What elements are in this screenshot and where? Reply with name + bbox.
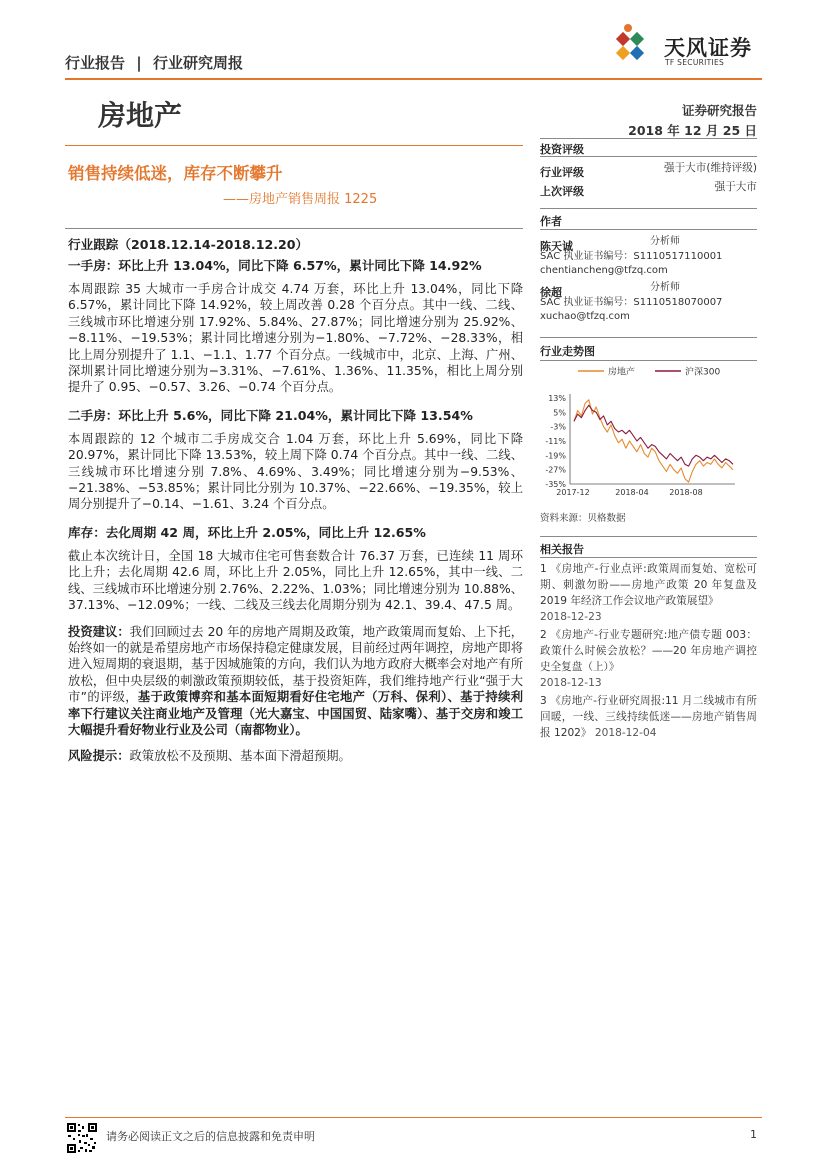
primary-body: 本周跟踪 35 大城市一手房合计成交 4.74 万套，环比上升 13.04%，同比下降 6.57%，累计同比下降 14.92%，较上周改善 0.28 个百分点。其中一线、二线、三线城市环比增速分别 17.92%、5.84%、27.87%；同比增速分别为 25.92%、−8.11%、−19.53%；累计同比增速分别为−1.80%、−7.72%、−28.33%，相比上周分别提升了 1.1、−1.1、1.77 个百分点。一线城市中，北京、上海、广州、深圳累计同比增速分别为−3.31%、−7.61%、1.36%、11.35%，相比上周分别提升了 0.95、−0.57、3.26、−0.74 个百分点。 [68, 282, 523, 395]
qr-code [66, 1122, 98, 1154]
related-report-2[interactable] [540, 627, 757, 691]
author-name: 陈天诚 [540, 240, 573, 253]
author-role: 分析师 [650, 236, 680, 247]
author-sac: SAC 执业证书编号：S1110518070007 [540, 297, 723, 308]
series-line-0 [574, 400, 733, 482]
chart-lines [574, 400, 733, 482]
report-type-label: 行业报告 [65, 54, 126, 72]
previous-rating-value: 强于大市 [714, 181, 757, 193]
author-1 [540, 235, 757, 278]
header-rule [65, 78, 762, 80]
risk-warning [68, 748, 523, 764]
logo-mark-icon [612, 22, 658, 70]
sector-title: 房地产 [98, 99, 183, 132]
report-subtitle: ——房地产销售周报 1225 [223, 192, 378, 207]
secondary-heading: 二手房：环比上升 5.6%，同比下降 21.04%，累计同比下降 13.54% [68, 407, 473, 423]
related-report-text: 1 《房地产-行业点评:政策周而复始、宽松可期、刺激勿盼——房地产政策 20 年复盘及 2019 年经济工作会议地产政策展望》 [540, 563, 757, 607]
trend-chart [540, 362, 757, 502]
y-tick-label: 5% [553, 408, 566, 418]
rating-label: 行业评级 [540, 166, 584, 179]
related-list [540, 561, 757, 741]
related-report-date: 2018-12-23 [540, 611, 602, 623]
inventory-heading: 库存：去化周期 42 周，环比上升 2.05%，同比上升 12.65% [68, 524, 426, 540]
investment-advice [68, 624, 523, 739]
report-type [65, 52, 243, 73]
author-role: 分析师 [650, 282, 680, 293]
previous-rating-label: 上次评级 [540, 185, 584, 198]
logo-text-cn: 天风证券 [664, 36, 752, 60]
risk-body: 政策放松不及预期、基本面下滑超预期。 [129, 749, 351, 764]
chart-source: 资料来源：贝格数据 [540, 513, 626, 524]
author-2 [540, 281, 757, 324]
related-report-1[interactable] [540, 561, 757, 625]
x-tick-label: 2018-08 [669, 488, 703, 497]
y-tick-label: -3% [550, 422, 566, 432]
sidebar-rule-5 [540, 337, 757, 338]
advice-label: 投资建议： [68, 624, 130, 639]
doc-type: 证券研究报告 [681, 103, 757, 118]
legend-label-1: 沪深300 [685, 367, 721, 378]
report-series-label: 行业研究周报 [152, 54, 243, 72]
y-tick-label: -35% [545, 480, 566, 489]
main-content [68, 236, 523, 765]
x-tick-label: 2018-04 [615, 488, 649, 497]
y-tick-label: 13% [548, 394, 566, 403]
tracking-heading: 行业跟踪（2018.12.14-2018.12.20） [68, 237, 309, 252]
related-report-text: 3 《房地产-行业研究周报:11 月二线城市有所回暖，一线、三线持续低迷——房地产销售周报 1202》 [540, 695, 757, 739]
company-logo [612, 22, 762, 72]
author-email: chentiancheng@tfzq.com [540, 265, 668, 276]
report-title: 销售持续低迷，库存不断攀升 [68, 164, 283, 183]
related-report-date: 2018-12-13 [540, 677, 602, 689]
rating-title: 投资评级 [540, 143, 584, 156]
primary-heading: 一手房：环比上升 13.04%，同比下降 6.57%，累计同比下降 14.92% [68, 258, 482, 273]
title-bottom-rule [65, 228, 523, 229]
sidebar-rule-3 [540, 208, 757, 209]
x-tick-label: 2017-12 [556, 488, 590, 497]
chart-legend [578, 366, 720, 378]
related-report-text: 2 《房地产-行业专题研究:地产债专题 003：政策什么时候会放松？——20 年房地产调控史全复盘（上）》 [540, 629, 757, 673]
sidebar-rule-7 [540, 536, 757, 537]
trend-title: 行业走势图 [540, 345, 595, 358]
author-name: 徐超 [540, 286, 562, 299]
title-top-rule [65, 145, 523, 146]
report-date: 2018 年 12 月 25 日 [628, 123, 757, 138]
y-tick-label: -19% [545, 451, 566, 461]
sidebar-rule-8 [540, 557, 757, 558]
sidebar-rule-2 [540, 156, 757, 157]
logo-text-en: TF SECURITIES [665, 58, 725, 67]
sidebar-rule-6 [540, 360, 757, 361]
legend-label-0: 房地产 [608, 367, 636, 378]
footer-disclaimer: 请务必阅读正文之后的信息披露和免责申明 [106, 1130, 315, 1143]
sidebar-rule-1 [540, 138, 757, 139]
advice-body: 我们回顾过去 20 年的房地产周期及政策，地产政策周而复始、上下托，始终如一的就是希望房地产市场保持稳定健康发展，目前经过两年调控，房地产即将进入短周期的衰退期，基于因城施策的方向，我们认为地方政府大概率会对地产有所放松，但中央层级的刺激政策预期较低，基于投资矩阵，我们维持地产行业“强于大市”的评级， [68, 624, 523, 705]
series-line-1 [574, 405, 733, 466]
advice-bold: 基于政策博弈和基本面短期看好住宅地产（万科、保利）、基于持续利率下行建议关注商业地产及管理（光大嘉宝、中国国贸、陆家嘴）、基于交房和竣工大幅提升看好物业行业及公司（南都物业）。 [68, 690, 523, 737]
page-number: 1 [750, 1128, 757, 1141]
related-title: 相关报告 [540, 543, 584, 556]
risk-label: 风险提示： [68, 749, 130, 764]
related-report-date: 2018-12-04 [594, 727, 657, 739]
y-tick-label: -11% [545, 437, 566, 446]
rating-row-current [540, 161, 757, 180]
sidebar-rule-4 [540, 229, 757, 230]
inventory-body: 截止本次统计日，全国 18 大城市住宅可售套数合计 76.37 万套，已连续 11 周环比上升；去化周期 42.6 周，环比上升 2.05%，同比上升 12.65%，其中一线、二线、三线城市环比增速分别 2.76%、2.22%、1.03%；同比增速分别为 10.88%、37.13%、−12.09%；一线、二线及三线去化周期分别为 42.1、39.4、47.5 周。 [68, 548, 523, 613]
author-email: xuchao@tfzq.com [540, 311, 630, 322]
rating-row-previous [540, 180, 757, 199]
rating-value: 强于大市(维持评级) [663, 162, 757, 174]
secondary-body: 本周跟踪的 12 个城市二手房成交合 1.04 万套，环比上升 5.69%，同比下降 20.97%，累计同比下降 13.53%，较上周下降 0.74 个百分点。其中一线、二线、三线城市环比增速分别 7.8%、4.69%、3.49%；同比增速分别为−9.53%、−21.38%、−53.85%；累计同比分别为 10.37%、−22.66%、−19.35%，较上周分别提升了−0.14、−1.61、3.24 个百分点。 [68, 431, 523, 512]
footer-rule [65, 1117, 762, 1118]
author-title: 作者 [540, 215, 562, 228]
related-report-3[interactable] [540, 693, 757, 741]
qr-code-icon [66, 1122, 98, 1154]
author-sac: SAC 执业证书编号：S1110517110001 [540, 251, 723, 262]
y-tick-label: -27% [545, 465, 566, 475]
header-separator: | [136, 54, 142, 72]
